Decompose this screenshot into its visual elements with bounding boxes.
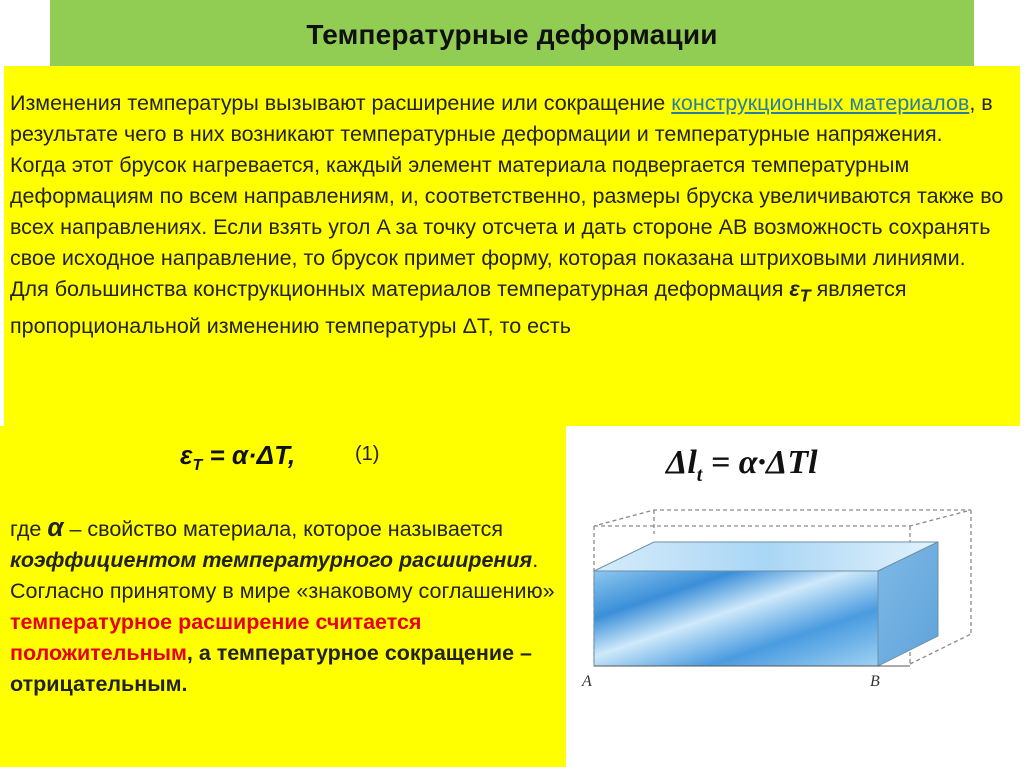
figure-panel xyxy=(566,426,1024,767)
formula-elongation: $\Delta l_t = \alpha\cdot\Delta Tl$ xyxy=(666,444,818,486)
def-term: коэффициентом температурного расширения xyxy=(10,548,533,572)
def-start: где xyxy=(10,517,42,541)
intro-p2-end: является пропорциональной изменению температуры ΔT, то есть xyxy=(10,277,907,339)
point-a-label: A xyxy=(582,673,592,690)
def-middle: – свойство материала, которое называется xyxy=(63,517,504,541)
page-title: Температурные деформации xyxy=(306,19,718,50)
alpha-symbol: α xyxy=(47,512,64,542)
def-red-text: температурное расширение считается положительным xyxy=(10,610,422,665)
def-after-term: . Согласно принятому в мире «знаковому соглашению» xyxy=(10,548,555,603)
intro-text xyxy=(10,88,1010,342)
formula-number: (1) xyxy=(355,443,380,465)
epsilon-symbol: $\varepsilon_T$ xyxy=(789,277,811,306)
intro-p1-start: Изменения температуры вызывают расширение или сокращение xyxy=(10,91,666,115)
definition-text xyxy=(10,512,555,700)
formula-thermal-strain: $\varepsilon_T = \alpha\cdot\Delta T$, xyxy=(180,440,296,475)
intro-p2-start: Когда этот брусок нагревается, каждый элемент материала подвергается температурным деформациям по всем направлениям, и, соответственно, размеры бруска увеличиваются также во всех направлениях. Если взять угол A за точку отсчета и дать стороне AB возможность сохранять свое исходное направление, то брусок примет форму, которая показана штриховыми линиями. Для большинства конструкционных материалов температурная деформация xyxy=(10,153,1004,301)
definition-panel xyxy=(0,426,566,767)
title-bar xyxy=(50,0,974,70)
intro-p1-end: , в результате чего в них возникают температурные деформации и температурные напряжения. xyxy=(10,91,993,146)
bar-front-face xyxy=(594,571,878,666)
materials-link[interactable]: конструкционных материалов xyxy=(671,91,970,115)
point-b-label: B xyxy=(870,673,880,690)
def-end: , а температурное сокращение – отрицательным. xyxy=(10,641,532,696)
bar-illustration xyxy=(566,426,1024,767)
intro-panel xyxy=(4,66,1020,426)
